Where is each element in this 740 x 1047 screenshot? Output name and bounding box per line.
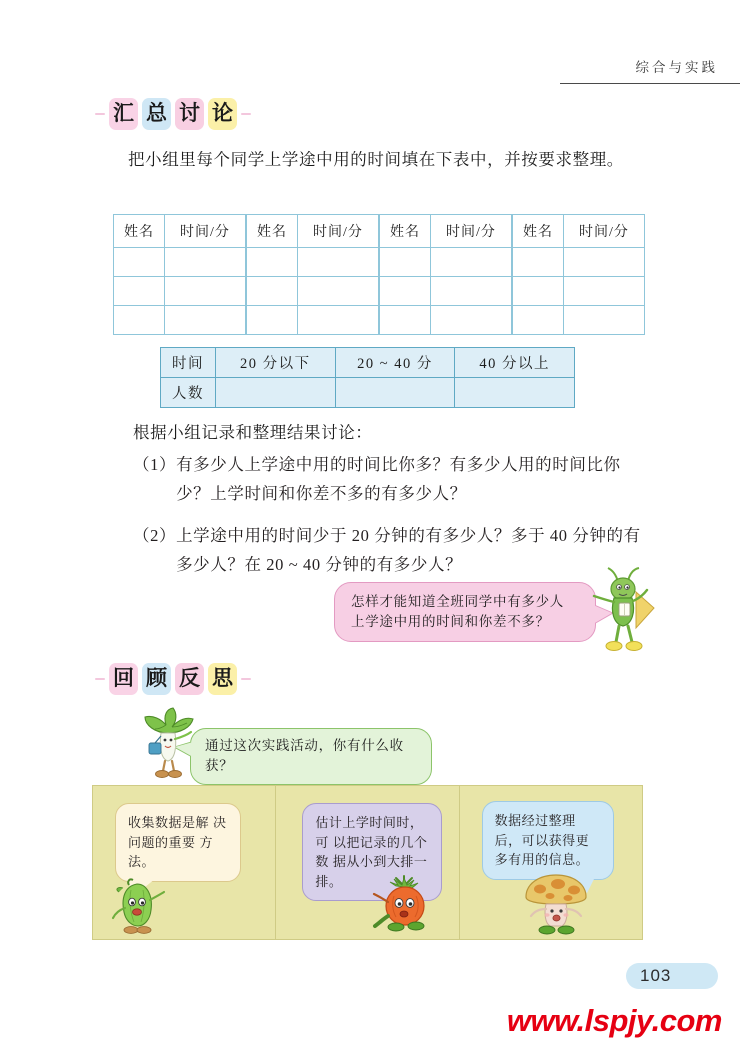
record-cell[interactable] [431, 306, 513, 335]
bubble-tail [175, 742, 193, 757]
record-col-name-4: 姓名 [512, 215, 564, 248]
bubble-line-1: 怎样才能知道全班同学中有多少人 [351, 594, 564, 609]
panel-2-line-3: 据从小到大排一排。 [315, 854, 428, 889]
reflection-cell-2 [275, 786, 458, 939]
summary-label-time: 时间 [161, 348, 216, 378]
summary-count-cell[interactable] [216, 378, 336, 408]
cabbage-speech-bubble [190, 728, 432, 785]
record-cell[interactable] [564, 277, 645, 306]
record-table-header-row [114, 215, 645, 248]
pepper-speech-bubble [115, 803, 241, 882]
discussion-lead-in: 根据小组记录和整理结果讨论： [133, 423, 373, 442]
record-cell[interactable] [246, 277, 298, 306]
question-number-1: （1） [133, 455, 177, 474]
reflect-heading-char-1: 回 [109, 663, 138, 695]
heading-dash-right [241, 113, 251, 115]
grasshopper-character [592, 566, 664, 656]
summary-count-cell[interactable] [455, 378, 575, 408]
table-row[interactable] [114, 248, 645, 277]
record-cell[interactable] [246, 248, 298, 277]
record-col-time-1: 时间/分 [165, 215, 247, 248]
heading-char-3: 讨 [175, 98, 204, 130]
section-heading-reflect [95, 663, 251, 695]
record-cell[interactable] [379, 277, 431, 306]
reflection-cell-3 [459, 786, 642, 939]
reflect-heading-char-4: 思 [208, 663, 237, 695]
record-cell[interactable] [114, 248, 165, 277]
running-head-rule [560, 83, 740, 84]
record-cell[interactable] [564, 248, 645, 277]
record-table [113, 214, 645, 335]
record-cell[interactable] [114, 306, 165, 335]
panel-3-line-3: 多有用的信息。 [494, 852, 590, 867]
record-cell[interactable] [165, 277, 247, 306]
site-watermark: www.lspjy.com [506, 1003, 722, 1038]
record-cell[interactable] [431, 277, 513, 306]
reflect-heading-char-3: 反 [175, 663, 204, 695]
panel-3-line-2: 后，可以获得更 [494, 832, 590, 848]
record-cell[interactable] [564, 306, 645, 335]
section-heading-discuss [95, 98, 251, 130]
record-col-time-2: 时间/分 [298, 215, 380, 248]
tomato-character [372, 874, 436, 936]
record-cell[interactable] [379, 306, 431, 335]
reflect-heading-char-2: 顾 [142, 663, 171, 695]
record-cell[interactable] [379, 248, 431, 277]
record-col-time-3: 时间/分 [431, 215, 513, 248]
intro-paragraph: 把小组里每个同学上学途中用的时间填在下表中，并按要求整理。 [128, 150, 624, 169]
record-cell[interactable] [298, 248, 380, 277]
bubble-line-2: 上学途中用的时间和你差不多？ [351, 614, 550, 629]
running-head [0, 56, 740, 86]
record-cell[interactable] [298, 277, 380, 306]
question-item-1 [133, 450, 645, 508]
reflect-bubble-text: 通过这次实践活动，你有什么收获？ [205, 738, 404, 773]
table-row[interactable] [114, 306, 645, 335]
panel-1-line-2: 决问题的重要 [128, 815, 227, 850]
record-cell[interactable] [431, 248, 513, 277]
heading-char-1: 汇 [109, 98, 138, 130]
record-cell[interactable] [246, 306, 298, 335]
summary-row-time [161, 348, 575, 378]
record-cell[interactable] [114, 277, 165, 306]
summary-category-2: 20 ~ 40 分 [335, 348, 455, 378]
green-pepper-character [107, 874, 169, 936]
record-cell[interactable] [165, 306, 247, 335]
panel-3-line-1: 数据经过整理 [494, 813, 576, 828]
panel-2-line-2: 以把记录的几个数 [315, 834, 428, 869]
heading-dash-right [241, 678, 251, 680]
summary-count-cell[interactable] [335, 378, 455, 408]
record-col-name-2: 姓名 [246, 215, 298, 248]
question-item-2 [133, 521, 645, 579]
heading-char-4: 论 [208, 98, 237, 130]
mushroom-character [520, 871, 592, 937]
panel-1-line-3: 方法。 [128, 834, 214, 869]
question-text-1: 有多少人上学途中用的时间比你多？有多少人用的时间比你少？上学时间和你差不多的有多少人？ [176, 455, 621, 503]
question-text-2: 上学途中用的时间少于 20 分钟的有多少人？多于 40 分钟的有多少人？在 20 ~ 40 分钟的有多少人？ [176, 526, 641, 574]
table-row[interactable] [114, 277, 645, 306]
record-cell[interactable] [512, 306, 564, 335]
question-number-2: （2） [133, 526, 177, 545]
summary-table [160, 347, 575, 408]
heading-dash-left [95, 113, 105, 115]
summary-category-1: 20 分以下 [216, 348, 336, 378]
panel-1-line-1: 收集数据是解 [128, 815, 210, 830]
summary-row-count[interactable] [161, 378, 575, 408]
heading-dash-left [95, 678, 105, 680]
record-cell[interactable] [512, 248, 564, 277]
record-col-name-3: 姓名 [379, 215, 431, 248]
heading-char-2: 总 [142, 98, 171, 130]
page-number: 103 [626, 963, 718, 989]
summary-category-3: 40 分以上 [455, 348, 575, 378]
record-cell[interactable] [298, 306, 380, 335]
running-head-title: 综合与实践 [635, 60, 718, 75]
grasshopper-speech-bubble [334, 582, 596, 642]
panel-2-line-1: 估计上学时间时，可 [315, 815, 424, 850]
summary-label-count: 人数 [161, 378, 216, 408]
reflection-cell-1 [93, 786, 275, 939]
record-col-time-4: 时间/分 [564, 215, 645, 248]
record-col-name-1: 姓名 [114, 215, 165, 248]
record-cell[interactable] [165, 248, 247, 277]
reflection-panel [92, 785, 643, 940]
record-cell[interactable] [512, 277, 564, 306]
mushroom-speech-bubble [482, 801, 614, 880]
